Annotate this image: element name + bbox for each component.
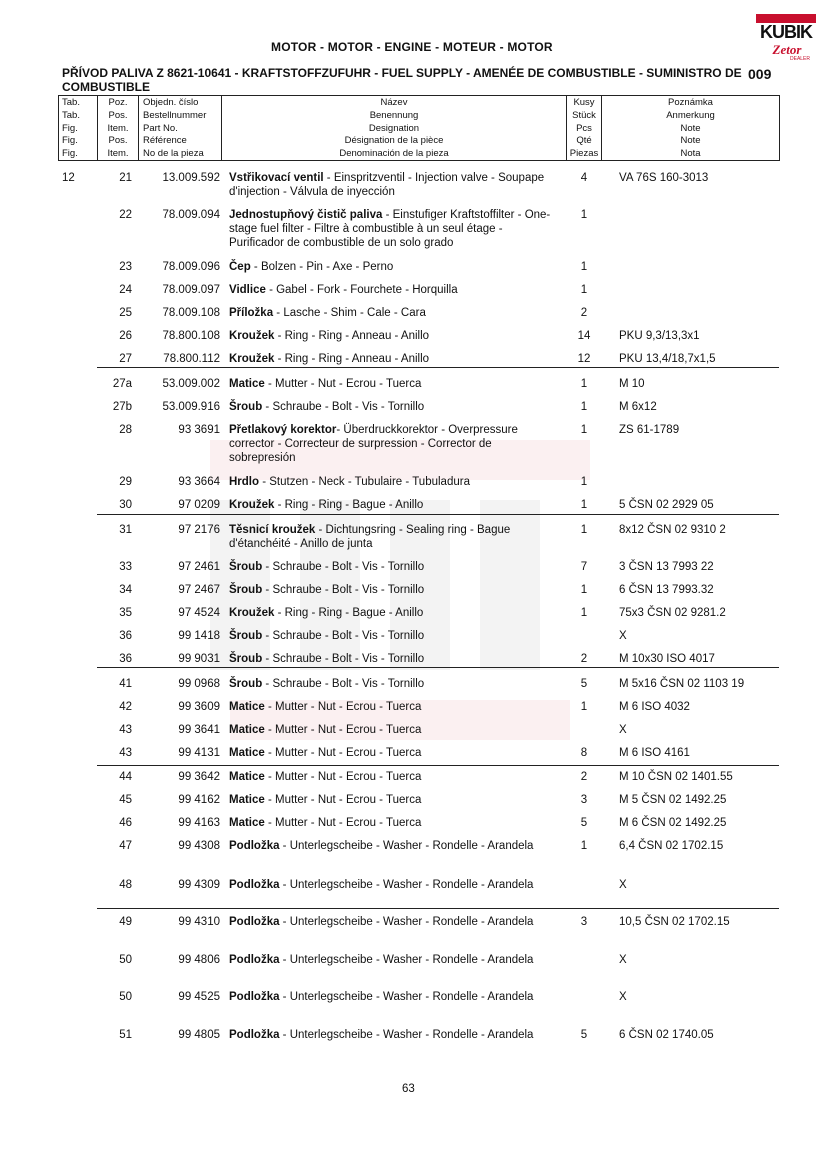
row-quantity: 1 [580,584,588,596]
logo-sub: Zetor [772,42,802,57]
section-heading: MOTOR - MOTOR - ENGINE - MOTEUR - MOTOR [271,40,553,54]
row-description-rest: - Unterlegscheibe - Washer - Rondelle - Arandela [279,879,534,891]
row-quantity: 3 [580,794,588,806]
row-part-number: 99 4806 [178,954,220,966]
row-position: 43 [119,747,132,759]
row-description [229,793,559,807]
row-position: 50 [119,991,132,1003]
row-quantity: 1 [580,401,588,413]
row-note: PKU 9,3/13,3x1 [619,330,700,342]
row-description [229,839,559,853]
row-note: 8x12 ČSN 02 9310 2 [619,524,726,536]
row-position: 24 [119,284,132,296]
row-description-rest: - Unterlegscheibe - Washer - Rondelle - Arandela [279,1029,534,1041]
row-part-number: 93 3691 [178,424,220,436]
row-description-rest: - Bolzen - Pin - Axe - Perno [250,261,394,273]
row-part-number: 78.009.108 [162,307,220,319]
row-note: X [619,724,627,736]
row-description-bold: Matice [229,794,265,806]
row-quantity: 5 [580,678,588,690]
row-part-number: 99 4310 [178,916,220,928]
row-note: ZS 61-1789 [619,424,680,436]
row-description [229,329,559,343]
row-description [229,915,559,929]
row-part-number: 99 4308 [178,840,220,852]
row-part-number: 99 3641 [178,724,220,736]
row-description-bold: Kroužek [229,330,275,342]
row-note: X [619,991,627,1003]
row-description-bold: Jednostupňový čistič paliva [229,209,383,221]
row-position: 25 [119,307,132,319]
group-separator [97,514,779,515]
row-part-number: 53.009.916 [162,401,220,413]
row-part-number: 99 0968 [178,678,220,690]
row-description [229,723,559,737]
row-position: 22 [119,209,132,221]
row-note: PKU 13,4/18,7x1,5 [619,353,716,365]
row-description [229,377,559,391]
row-description-bold: Podložka [229,991,280,1003]
row-position: 29 [119,476,132,488]
page-title: PŘÍVOD PALIVA Z 8621-10641 - KRAFTSTOFFZUFUHR - FUEL SUPPLY - AMENÉE DE COMBUSTIBLE - SUMINISTRO DE COMBUSTIBLE [62,66,742,94]
row-description [229,352,559,366]
row-part-number: 13.009.592 [162,172,220,184]
row-quantity: 12 [577,353,591,365]
row-quantity: 1 [580,701,588,713]
row-description-bold: Matice [229,724,265,736]
row-position: 34 [119,584,132,596]
row-description-rest: - Unterlegscheibe - Washer - Rondelle - Arandela [279,991,534,1003]
row-description-bold: Podložka [229,954,280,966]
row-description [229,677,559,691]
row-description-bold: Podložka [229,840,280,852]
row-description-rest: - Schraube - Bolt - Vis - Tornillo [262,401,425,413]
row-description [229,606,559,620]
row-position: 23 [119,261,132,273]
row-description [229,652,559,666]
row-part-number: 78.800.108 [162,330,220,342]
row-part-number: 99 4309 [178,879,220,891]
row-note: 3 ČSN 13 7993 22 [619,561,714,573]
row-description-rest: - Überdruckkorektor - Overpressure corrector - Correcteur de surpression - Corrector de sobrepresión [229,424,518,464]
row-note: M 10 [619,378,645,390]
row-note: M 10x30 ISO 4017 [619,653,715,665]
row-quantity: 1 [580,284,588,296]
row-description-bold: Matice [229,771,265,783]
row-position: 27b [112,401,132,413]
row-part-number: 97 0209 [178,499,220,511]
row-quantity: 2 [580,653,588,665]
row-note: M 5x16 ČSN 02 1103 19 [619,678,745,690]
row-description-rest: - Mutter - Nut - Ecrou - Tuerca [264,724,422,736]
row-position: 26 [119,330,132,342]
row-description [229,560,559,574]
row-description-rest: - Ring - Ring - Bague - Anillo [274,607,424,619]
row-description [229,171,559,199]
row-position: 27 [119,353,132,365]
row-description [229,583,559,597]
row-description-bold: Přetlakový korektor [229,424,337,436]
row-note: X [619,879,627,891]
row-description-rest: - Gabel - Fork - Fourchete - Horquilla [265,284,458,296]
row-description-rest: - Mutter - Nut - Ecrou - Tuerca [264,794,422,806]
row-description-rest: - Einspritzventil - Injection valve - Soupape d'injection - Válvula de inyección [229,172,545,198]
row-quantity: 5 [580,1029,588,1041]
row-description [229,700,559,714]
row-description [229,260,559,274]
col-header-pos: Poz. Pos. Item. Pos. Item. [107,97,129,160]
row-note: 10,5 ČSN 02 1702.15 [619,916,730,928]
row-part-number: 99 3609 [178,701,220,713]
row-description-bold: Kroužek [229,353,275,365]
row-quantity: 1 [580,840,588,852]
row-description [229,423,559,465]
group-separator [97,908,779,909]
col-divider [779,95,780,161]
row-description-bold: Šroub [229,678,263,690]
page-code: 009 [748,66,772,82]
row-position: 31 [119,524,132,536]
row-description-rest: - Schraube - Bolt - Vis - Tornillo [262,561,425,573]
row-part-number: 99 4525 [178,991,220,1003]
row-description [229,400,559,414]
row-description-rest: - Lasche - Shim - Cale - Cara [273,307,426,319]
row-position: 36 [119,630,132,642]
col-divider [138,95,139,161]
row-quantity: 1 [580,607,588,619]
row-position: 28 [119,424,132,436]
col-header-tab: Tab. Tab. Fig. Fig. Fig. [62,97,80,160]
row-quantity: 1 [580,476,588,488]
row-note: M 6 ČSN 02 1492.25 [619,817,727,829]
row-note: M 6 ISO 4032 [619,701,690,713]
row-description-bold: Šroub [229,401,263,413]
group-separator [97,765,779,766]
header-top-rule [58,95,780,96]
row-part-number: 99 3642 [178,771,220,783]
row-description-rest: - Mutter - Nut - Ecrou - Tuerca [264,817,422,829]
row-position: 48 [119,879,132,891]
row-part-number: 97 2176 [178,524,220,536]
row-quantity: 1 [580,524,588,536]
row-description-rest: - Ring - Ring - Anneau - Anillo [274,353,430,365]
row-quantity: 1 [580,424,588,436]
row-description [229,746,559,760]
row-description-rest: - Stutzen - Neck - Tubulaire - Tubuladura [259,476,470,488]
row-description [229,770,559,784]
row-note: VA 76S 160-3013 [619,172,709,184]
row-position: 41 [119,678,132,690]
row-part-number: 93 3664 [178,476,220,488]
row-description [229,953,559,967]
row-description-bold: Podložka [229,879,280,891]
col-divider [58,95,59,161]
row-note: M 6 ISO 4161 [619,747,690,759]
row-position: 43 [119,724,132,736]
row-position: 49 [119,916,132,928]
row-description-bold: Vstřikovací ventil [229,172,324,184]
row-part-number: 78.009.097 [162,284,220,296]
row-description-rest: - Schraube - Bolt - Vis - Tornillo [262,653,425,665]
row-position: 42 [119,701,132,713]
row-note: M 10 ČSN 02 1401.55 [619,771,733,783]
row-part-number: 99 4162 [178,794,220,806]
row-description-bold: Šroub [229,653,263,665]
row-position: 33 [119,561,132,573]
row-note: 6 ČSN 02 1740.05 [619,1029,714,1041]
row-part-number: 78.009.094 [162,209,220,221]
row-part-number: 97 2467 [178,584,220,596]
row-position: 51 [119,1029,132,1041]
col-header-qty: Kusy Stück Pcs Qté Piezas [569,97,599,160]
row-description-bold: Příložka [229,307,274,319]
row-quantity: 1 [580,378,588,390]
row-position: 27a [112,378,132,390]
row-part-number: 99 9031 [178,653,220,665]
row-position: 46 [119,817,132,829]
row-description-bold: Matice [229,701,265,713]
row-description-rest: - Schraube - Bolt - Vis - Tornillo [262,678,425,690]
row-description-rest: - Ring - Ring - Anneau - Anillo [274,330,430,342]
row-description [229,283,559,297]
row-part-number: 97 2461 [178,561,220,573]
row-description-bold: Kroužek [229,499,275,511]
row-quantity: 3 [580,916,588,928]
row-description [229,523,559,551]
row-description-rest: - Ring - Ring - Bague - Anillo [274,499,424,511]
row-note: 6,4 ČSN 02 1702.15 [619,840,724,852]
row-position: 50 [119,954,132,966]
group-separator [97,667,779,668]
row-description-bold: Šroub [229,584,263,596]
col-divider [97,95,98,161]
row-note: 75x3 ČSN 02 9281.2 [619,607,726,619]
row-description-bold: Šroub [229,561,263,573]
row-position: 30 [119,499,132,511]
row-description [229,878,559,892]
row-description-bold: Matice [229,378,265,390]
row-description-bold: Matice [229,817,265,829]
row-description-rest: - Mutter - Nut - Ecrou - Tuerca [264,701,422,713]
row-description [229,475,559,489]
row-description [229,1028,559,1042]
logo-word: KUBIK [760,22,812,42]
row-position: 36 [119,653,132,665]
row-description-bold: Hrdlo [229,476,260,488]
row-description-rest: - Schraube - Bolt - Vis - Tornillo [262,584,425,596]
row-quantity: 1 [580,499,588,511]
col-header-note: Poznámka Anmerkung Note Note Nota [666,97,715,160]
row-note: 5 ČSN 02 2929 05 [619,499,714,511]
row-description-bold: Těsnicí kroužek [229,524,316,536]
row-quantity: 1 [580,261,588,273]
row-part-number: 78.009.096 [162,261,220,273]
row-position: 44 [119,771,132,783]
row-note: X [619,630,627,642]
row-quantity: 2 [580,307,588,319]
row-description-rest: - Einstufiger Kraftstoffilter - One-stage fuel filter - Filtre à combustible à un seul étage - Purificador de combustible de un solo grado [229,209,551,249]
kubik-zetor-logo [756,14,816,62]
row-description-rest: - Unterlegscheibe - Washer - Rondelle - Arandela [279,954,534,966]
row-description-bold: Šroub [229,630,263,642]
row-description [229,629,559,643]
row-description-rest: - Unterlegscheibe - Washer - Rondelle - Arandela [279,840,534,852]
row-description-bold: Podložka [229,916,280,928]
row-quantity: 4 [580,172,588,184]
row-description-bold: Kroužek [229,607,275,619]
row-description-bold: Matice [229,747,265,759]
row-note: 6 ČSN 13 7993.32 [619,584,714,596]
row-quantity: 2 [580,771,588,783]
row-tab: 12 [62,172,75,184]
row-description-rest: - Mutter - Nut - Ecrou - Tuerca [264,747,422,759]
row-description [229,208,559,250]
group-separator [97,367,779,368]
row-description-rest: - Mutter - Nut - Ecrou - Tuerca [264,378,422,390]
row-description-rest: - Dichtungsring - Sealing ring - Bague d'étanchéité - Anillo de junta [229,524,511,550]
row-part-number: 99 4805 [178,1029,220,1041]
row-description [229,306,559,320]
row-note: X [619,954,627,966]
row-quantity: 1 [580,209,588,221]
row-description [229,498,559,512]
page-number: 63 [402,1083,415,1095]
row-description-rest: - Unterlegscheibe - Washer - Rondelle - Arandela [279,916,534,928]
row-description-bold: Čep [229,261,251,273]
row-part-number: 99 1418 [178,630,220,642]
row-part-number: 97 4524 [178,607,220,619]
row-part-number: 99 4131 [178,747,220,759]
col-header-number: Objedn. číslo Bestellnummer Part No. Référence No de la pieza [143,97,207,160]
row-part-number: 78.800.112 [163,353,220,365]
row-description-bold: Podložka [229,1029,280,1041]
row-note: M 5 ČSN 02 1492.25 [619,794,727,806]
row-position: 35 [119,607,132,619]
row-description-rest: - Schraube - Bolt - Vis - Tornillo [262,630,425,642]
row-quantity: 8 [580,747,588,759]
row-position: 47 [119,840,132,852]
row-description-rest: - Mutter - Nut - Ecrou - Tuerca [264,771,422,783]
row-note: M 6x12 [619,401,657,413]
row-description [229,990,559,1004]
col-header-name: Název Benennung Designation Désignation de la pièce Denominación de la pieza [339,97,449,160]
row-description-bold: Vidlice [229,284,266,296]
row-position: 45 [119,794,132,806]
row-part-number: 99 4163 [178,817,220,829]
row-description [229,816,559,830]
logo-tag: DEALER [790,56,811,62]
row-quantity: 5 [580,817,588,829]
row-quantity: 7 [580,561,588,573]
row-position: 21 [119,172,132,184]
row-quantity: 14 [577,330,591,342]
row-part-number: 53.009.002 [162,378,220,390]
